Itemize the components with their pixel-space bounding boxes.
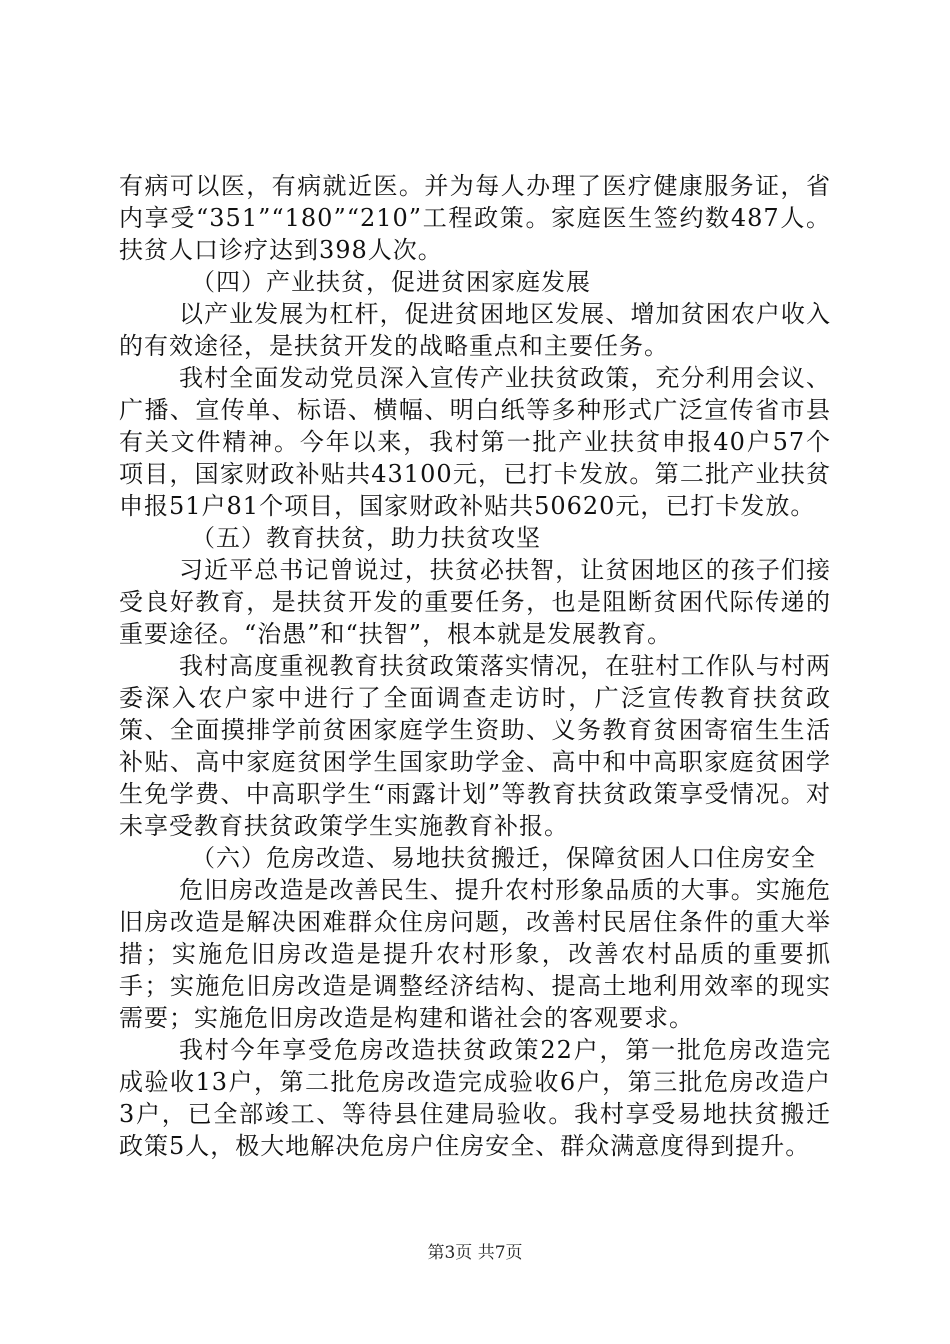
paragraph: 我村全面发动党员深入宣传产业扶贫政策，充分利用会议、广播、宣传单、标语、横幅、明白纸等多种形式广泛宣传省市县有关文件精神。今年以来，我村第一批产业扶贫申报40户57个项目，国家财政补贴共43100元，已打卡发放。第二批产业扶贫申报51户81个项目，国家财政补贴共50620元，已打卡发放。 xyxy=(119,364,831,520)
document-body xyxy=(119,170,831,1162)
paragraph: 我村今年享受危房改造扶贫政策22户，第一批危房改造完成验收13户，第二批危房改造完成验收6户，第三批危房改造户3户，已全部竣工、等待县住建局验收。我村享受易地扶贫搬迁政策5人，极大地解决危房户住房安全、群众满意度得到提升。 xyxy=(119,1036,831,1160)
paragraph: 危旧房改造是改善民生、提升农村形象品质的大事。实施危旧房改造是解决困难群众住房问题，改善村民居住条件的重大举措；实施危旧房改造是提升农村形象，改善农村品质的重要抓手；实施危旧房改造是调整经济结构、提高土地利用效率的现实需要；实施危旧房改造是构建和谐社会的客观要求。 xyxy=(119,876,831,1032)
paragraph-continuation: 有病可以医，有病就近医。并为每人办理了医疗健康服务证，省内享受“351”“180”“210”工程政策。家庭医生签约数487人。扶贫人口诊疗达到398人次。 xyxy=(119,172,831,264)
paragraph: 我村高度重视教育扶贫政策落实情况，在驻村工作队与村两委深入农户家中进行了全面调查走访时，广泛宣传教育扶贫政策、全面摸排学前贫困家庭学生资助、义务教育贫困寄宿生生活补贴、高中家庭贫困学生国家助学金、高中和中高职家庭贫困学生免学费、中高职学生“雨露计划”等教育扶贫政策享受情况。对未享受教育扶贫政策学生实施教育补报。 xyxy=(119,652,831,840)
section-heading-6: （六）危房改造、易地扶贫搬迁，保障贫困人口住房安全 xyxy=(191,844,816,872)
paragraph: 习近平总书记曾说过，扶贫必扶智，让贫困地区的孩子们接受良好教育，是扶贫开发的重要任务，也是阻断贫困代际传递的重要途径。“治愚”和“扶智”，根本就是发展教育。 xyxy=(119,556,831,648)
section-heading-5: （五）教育扶贫，助力扶贫攻坚 xyxy=(191,524,541,552)
page-number-footer: 第3页 共7页 xyxy=(427,1243,523,1263)
section-heading-4: （四）产业扶贫，促进贫困家庭发展 xyxy=(191,268,591,296)
paragraph: 以产业发展为杠杆，促进贫困地区发展、增加贫困农户收入的有效途径，是扶贫开发的战略重点和主要任务。 xyxy=(119,300,831,360)
